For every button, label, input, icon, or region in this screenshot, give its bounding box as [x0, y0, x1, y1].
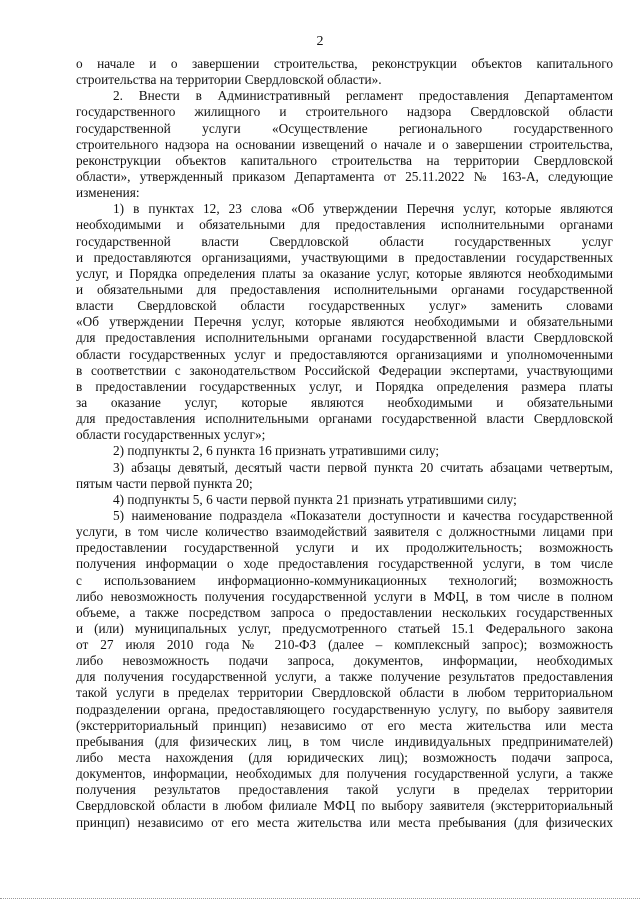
- document-body: [76, 56, 613, 831]
- text-line: необходимыми и обязательными для предоставления исполнительными органами: [76, 217, 613, 233]
- text-line: от 27 июля 2010 года № 210-ФЗ (далее – комплексный запрос); возможность: [76, 637, 613, 653]
- text-line: документов, информации, необходимых для получения государственной услуги, а также: [76, 766, 613, 782]
- text-line: области государственных услуг»;: [76, 427, 266, 443]
- text-line: за оказание услуг, которые являются необходимыми и обязательными: [76, 394, 613, 410]
- text-line: власти Свердловской области государственных услуг» заменить словами: [76, 298, 613, 314]
- text-line: получения результатов предоставления такой услуги в пределах территории: [76, 782, 613, 798]
- text-line: в предоставлении государственных услуг, и Порядка определения размера платы: [76, 378, 613, 394]
- text-line: изменения:: [76, 185, 140, 201]
- text-line: услуг, и Порядка определения платы за оказание услуг, которые являются необходимыми: [76, 265, 613, 281]
- text-line: пятым части первой пункта 20;: [76, 475, 253, 491]
- text-line: такой услуги в пределах территории Свердловской области в любом территориальном: [76, 685, 613, 701]
- text-line: и обязательными для предоставления исполнительными органами государственной: [76, 281, 613, 297]
- text-line: 2) подпункты 2, 6 пункта 16 признать утратившими силу;: [113, 443, 440, 459]
- text-line: государственной власти Свердловской области государственных услуг: [76, 233, 613, 249]
- text-line: в соответствии с законодательством Российской Федерации экспертами, участвующими: [76, 362, 613, 378]
- text-line: государственной услуги «Осуществление регионального государственного: [76, 120, 613, 136]
- text-line: для получения государственной услуги, а также получение результатов предоставления: [76, 669, 613, 685]
- text-line: 5) наименование подраздела «Показатели доступности и качества государственной: [113, 507, 613, 523]
- text-line: либо невозможность получения государственной услуги в МФЦ, в том числе в полном: [76, 588, 613, 604]
- text-line: предоставлении государственной услуги и их продолжительность; возможность: [76, 540, 613, 556]
- text-line: 2. Внести в Административный регламент предоставления Департаментом: [113, 88, 613, 104]
- text-line: с использованием информационно-коммуникационных технологий; возможность: [76, 572, 613, 588]
- text-line: либо места нахождения (для юридических лиц); возможность подачи запроса,: [76, 750, 613, 766]
- text-line: области», утвержденный приказом Департамента от 25.11.2022 № 163-А, следующие: [76, 168, 613, 184]
- text-line: получения информации о ходе предоставления государственной услуги, в том числе: [76, 556, 613, 572]
- text-line: объеме, а также посредством запроса о предоставлении нескольких государственных: [76, 604, 613, 620]
- text-line: государственного жилищного и строительного надзора Свердловской области: [76, 104, 613, 120]
- text-line: для предоставления исполнительными органами государственной власти Свердловской: [76, 411, 613, 427]
- text-line: либо невозможность подачи запроса, документов, информации, необходимых: [76, 653, 613, 669]
- text-line: строительного надзора на основании извещений о начале и о завершении строительства,: [76, 136, 613, 152]
- text-line: и предоставляются организациями, участвующими в предоставлении государственных: [76, 249, 613, 265]
- text-line: Свердловской области в любом филиале МФЦ по выбору заявителя (экстерриториальный: [76, 798, 613, 814]
- text-line: 4) подпункты 5, 6 части первой пункта 21 признать утратившими силу;: [113, 491, 517, 507]
- text-line: 3) абзацы девятый, десятый части первой пункта 20 считать абзацами четвертым,: [113, 459, 613, 475]
- text-line: строительства на территории Свердловской области».: [76, 72, 382, 88]
- text-line: для предоставления исполнительными органами государственной власти Свердловской: [76, 330, 613, 346]
- page-number: 2: [316, 34, 324, 49]
- text-line: и (или) муниципальных услуг, предусмотренного статьей 15.1 Федерального закона: [76, 620, 613, 636]
- text-line: услуги, в том числе количество взаимодействий заявителя с должностными лицами при: [76, 524, 613, 540]
- text-line: (экстерриториальный принцип) независимо от его места жительства или места: [76, 717, 613, 733]
- text-line: о начале и о завершении строительства, реконструкции объектов капитального: [76, 56, 613, 71]
- page-bottom-edge: [0, 898, 640, 899]
- text-line: подразделении органа, предоставляющего государственную услугу, по выбору заявителя: [76, 701, 613, 717]
- text-line: области государственных услуг и предоставляются организациями и уполномоченными: [76, 346, 613, 362]
- text-line: «Об утверждении Перечня услуг, которые являются необходимыми и обязательными: [76, 314, 613, 330]
- text-line: реконструкции объектов капитального строительства на территории Свердловской: [76, 152, 613, 168]
- text-line: принцип) независимо от его места жительства или места пребывания (для физических: [76, 814, 613, 830]
- text-line: пребывания (для физических лиц, в том числе индивидуальных предпринимателей): [76, 733, 613, 749]
- text-line: 1) в пунктах 12, 23 слова «Об утверждении Перечня услуг, которые являются: [113, 201, 613, 217]
